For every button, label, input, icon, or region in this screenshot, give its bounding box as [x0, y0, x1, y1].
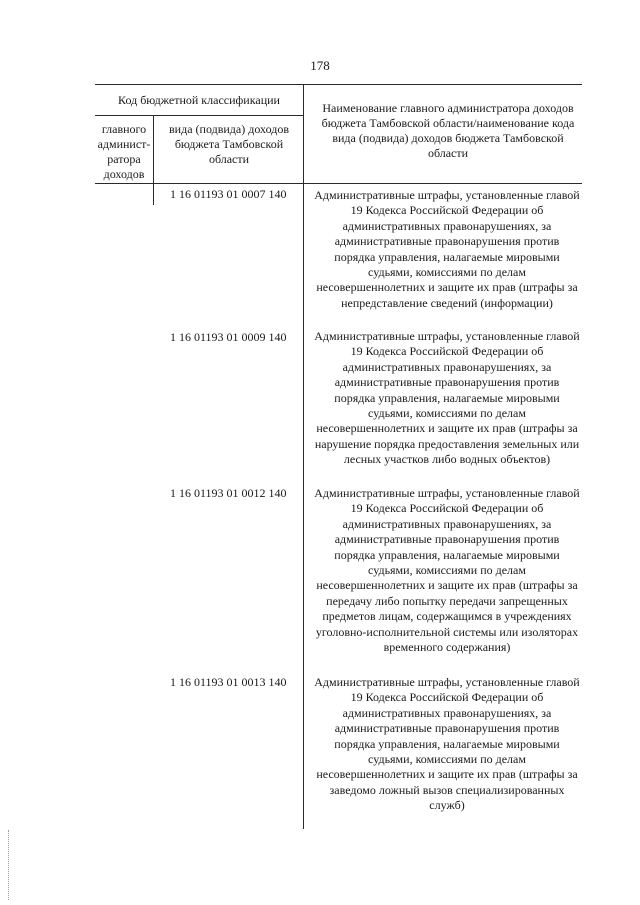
table-top-border — [95, 84, 582, 85]
header-col-name: Наименование главного администратора доходов бюджета Тамбовской области/наименование кода вида (подвида) доходов бюджета Тамбовской области — [321, 101, 575, 160]
row-3-code: 1 16 01193 01 0012 140 — [170, 486, 287, 500]
row-4-description: Административные штрафы, установленные главой 19 Кодекса Российской Федерации об административных правонарушениях, за административные правонарушения против порядка управления, налагаемые мировыми судьями, комиссиями по делам несовершеннолетних и защите их прав (штрафы за заведомо ложный вызов специализированных служб) — [314, 675, 580, 813]
header-group-title: Код бюджетной классификации — [118, 93, 280, 107]
row-2-code: 1 16 01193 01 0009 140 — [170, 330, 287, 344]
row-2-description: Административные штрафы, установленные главой 19 Кодекса Российской Федерации об административных правонарушениях, за административные правонарушения против порядка управления, налагаемые мировыми судьями, комиссиями по делам несовершеннолетних и защите их прав (штрафы за нарушение порядка предоставления земельных или лесных участков либо водных объектов) — [314, 329, 580, 467]
row-1-description: Административные штрафы, установленные главой 19 Кодекса Российской Федерации об административных правонарушениях, за административные правонарушения против порядка управления, налагаемые мировыми судьями, комиссиями по делам несовершеннолетних и защите их прав (штрафы за непредставление сведений (информации) — [314, 188, 580, 310]
scan-margin-marks — [8, 830, 11, 900]
header-col-code: вида (подвида) доходов бюджета Тамбовской области — [169, 122, 289, 166]
row-1-code: 1 16 01193 01 0007 140 — [170, 187, 287, 201]
row-3-description: Административные штрафы, установленные главой 19 Кодекса Российской Федерации об административных правонарушениях, за административные правонарушения против порядка управления, налагаемые мировыми судьями, комиссиями по делам несовершеннолетних и защите их прав (штрафы за передачу либо попытку передачи запрещенных предметов лицам, содержащимся в учреждениях уголовно-исполнительной системы или изоляторах временного содержания) — [314, 486, 580, 655]
header-col-admin: главного админист-ратора доходов — [97, 122, 151, 181]
column-divider-1 — [153, 115, 154, 183]
column-divider-2 — [303, 84, 304, 829]
body-left-divider — [153, 183, 154, 205]
page-number: 178 — [310, 58, 330, 73]
header-group-divider — [95, 115, 303, 116]
header-bottom-border — [95, 183, 582, 184]
row-4-code: 1 16 01193 01 0013 140 — [170, 675, 287, 689]
